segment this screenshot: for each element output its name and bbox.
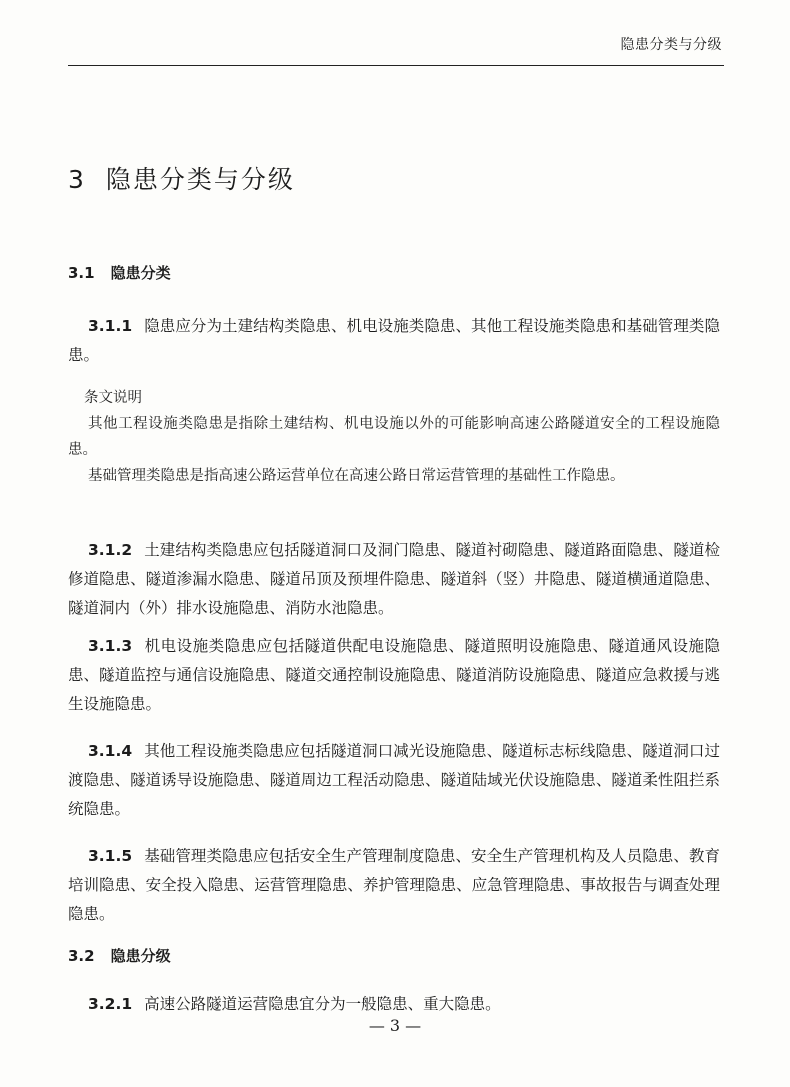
header-rule xyxy=(68,65,724,66)
section-heading-3-1 xyxy=(68,262,171,283)
section-title: 隐患分级 xyxy=(110,947,171,965)
section-number: 3.1 xyxy=(68,264,95,282)
clause-3-1-3 xyxy=(68,632,720,719)
clause-3-1-5 xyxy=(68,842,720,929)
clause-3-1-4 xyxy=(68,737,720,824)
page-number: — 3 — xyxy=(368,1016,422,1035)
clause-text: 机电设施类隐患应包括隧道供配电设施隐患、隧道照明设施隐患、隧道通风设施隐患、隧道监控与通信设施隐患、隧道交通控制设施隐患、隧道消防设施隐患、隧道应急救援与逃生设施隐患。 xyxy=(68,637,720,713)
note-paragraph: 其他工程设施类隐患是指除土建结构、机电设施以外的可能影响高速公路隧道安全的工程设施隐患。 xyxy=(68,416,720,458)
clause-text: 隐患应分为土建结构类隐患、机电设施类隐患、其他工程设施类隐患和基础管理类隐患。 xyxy=(68,317,720,364)
note-paragraph: 基础管理类隐患是指高速公路运营单位在高速公路日常运营管理的基础性工作隐患。 xyxy=(88,468,625,484)
clause-3-2-1 xyxy=(68,990,720,1019)
clause-number: 3.1.5 xyxy=(88,847,133,865)
clause-number: 3.1.1 xyxy=(88,317,133,335)
clause-number: 3.1.4 xyxy=(88,742,133,760)
clause-number: 3.2.1 xyxy=(88,995,133,1013)
clause-number: 3.1.2 xyxy=(88,541,133,559)
clause-text: 土建结构类隐患应包括隧道洞口及洞门隐患、隧道衬砌隐患、隧道路面隐患、隧道检修道隐患、隧道渗漏水隐患、隧道吊顶及预埋件隐患、隧道斜（竖）井隐患、隧道横通道隐患、隧道洞内（外）排水设施隐患、消防水池隐患。 xyxy=(68,541,720,617)
clause-text: 高速公路隧道运营隐患宜分为一般隐患、重大隐患。 xyxy=(144,995,501,1013)
clause-3-1-1 xyxy=(68,312,720,370)
chapter-heading xyxy=(68,160,295,196)
clause-number: 3.1.3 xyxy=(88,637,133,655)
chapter-title: 隐患分类与分级 xyxy=(105,165,295,194)
section-title: 隐患分类 xyxy=(110,264,171,282)
section-heading-3-2 xyxy=(68,945,171,966)
running-header: 隐患分类与分级 xyxy=(620,37,722,53)
section-number: 3.2 xyxy=(68,947,95,965)
chapter-number: 3 xyxy=(68,165,86,194)
clause-3-1-2 xyxy=(68,536,720,623)
clause-explanation xyxy=(68,385,720,489)
clause-text: 其他工程设施类隐患应包括隧道洞口减光设施隐患、隧道标志标线隐患、隧道洞口过渡隐患、隧道诱导设施隐患、隧道周边工程活动隐患、隧道陆域光伏设施隐患、隧道柔性阻拦系统隐患。 xyxy=(68,742,720,818)
clause-text: 基础管理类隐患应包括安全生产管理制度隐患、安全生产管理机构及人员隐患、教育培训隐患、安全投入隐患、运营管理隐患、养护管理隐患、应急管理隐患、事故报告与调查处理隐患。 xyxy=(68,847,720,923)
note-title: 条文说明 xyxy=(84,390,142,406)
